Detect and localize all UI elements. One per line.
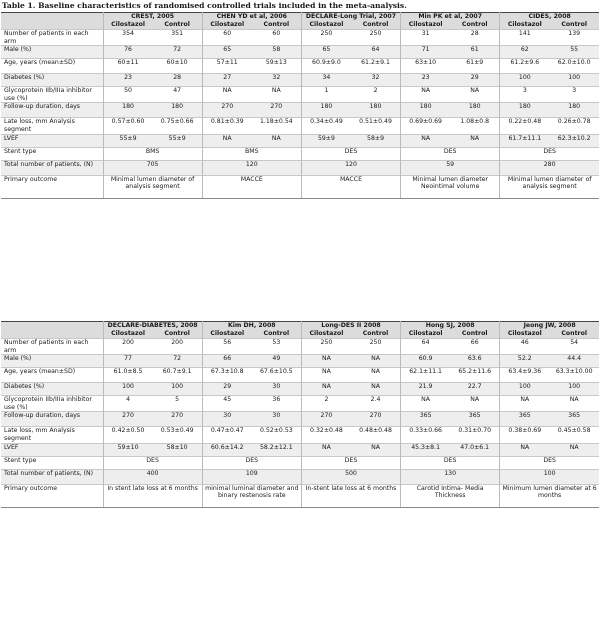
cell-n-cilostazol: 60	[202, 30, 252, 46]
cell-lvef-cilostazol: 59±9	[301, 134, 351, 147]
study-name: DECLARE-Long Trial, 2007	[301, 13, 400, 22]
row-label: Follow-up duration, days	[1, 103, 103, 118]
cell-lvef-cilostazol: 45.3±8.1	[401, 443, 451, 456]
row-label: Number of patients in each arm	[1, 339, 103, 355]
cell-diabetes-cilostazol: 23	[103, 74, 153, 87]
cell-lateloss-control: 1.18±0.54	[252, 118, 302, 134]
row-label: Late loss, mm Analysis segment	[1, 427, 103, 443]
cell-age-control: 67.6±10.5	[252, 368, 302, 383]
arm-label-cilostazol: Cilostazol	[401, 21, 451, 30]
cell-n-control: 54	[549, 339, 599, 355]
cell-followup-control: 270	[153, 412, 203, 427]
row-label: LVEF	[1, 134, 103, 147]
header-blank	[1, 330, 103, 339]
cell-lateloss-cilostazol: 0.42±0.50	[103, 427, 153, 443]
cell-male-control: 72	[153, 355, 203, 368]
cell-age-control: 60.7±9.1	[153, 368, 203, 383]
cell-followup-cilostazol: 180	[301, 103, 351, 118]
cell-followup-control: 30	[252, 412, 302, 427]
row-lateloss	[1, 118, 599, 134]
cell-lateloss-control: 0.52±0.53	[252, 427, 302, 443]
arm-header-row	[1, 330, 599, 339]
cell-gp-control: 2	[351, 87, 401, 103]
cell-lvef-control: NA	[549, 443, 599, 456]
arm-label-control: Control	[549, 21, 599, 30]
table-caption: Table 1. Baseline characteristics of randomised controlled trials included in the meta-analysis.	[2, 1, 407, 10]
cell-total: 705	[103, 160, 202, 175]
arm-label-cilostazol: Cilostazol	[301, 330, 351, 339]
cell-outcome: Minimal lumen diameter Neointimal volume	[401, 175, 500, 198]
cell-stent: BMS	[103, 147, 202, 160]
cell-followup-cilostazol: 270	[103, 412, 153, 427]
cell-n-cilostazol: 56	[202, 339, 252, 355]
cell-total: 120	[202, 160, 301, 175]
row-n	[1, 339, 599, 355]
cell-diabetes-control: 22.7	[450, 383, 500, 396]
cell-followup-cilostazol: 365	[500, 412, 550, 427]
row-followup	[1, 412, 599, 427]
cell-lvef-cilostazol: NA	[202, 134, 252, 147]
cell-lvef-cilostazol: 60.6±14.2	[202, 443, 252, 456]
study-name: Jeong JW, 2008	[500, 322, 599, 331]
header-blank	[1, 21, 103, 30]
cell-lateloss-control: 0.51±0.49	[351, 118, 401, 134]
cell-age-cilostazol: 62.1±11.1	[401, 368, 451, 383]
row-label: Primary outcome	[1, 175, 103, 198]
cell-male-cilostazol: NA	[301, 355, 351, 368]
cell-lvef-control: NA	[450, 134, 500, 147]
cell-followup-cilostazol: 270	[301, 412, 351, 427]
row-age	[1, 59, 599, 74]
row-label: Stent type	[1, 456, 103, 469]
cell-gp-cilostazol: 4	[103, 396, 153, 412]
cell-stent: DES	[103, 456, 202, 469]
cell-lateloss-cilostazol: 0.32±0.48	[301, 427, 351, 443]
cell-outcome: In-stent late loss at 6 months	[301, 484, 400, 507]
cell-diabetes-control: 100	[549, 74, 599, 87]
cell-total: 109	[202, 469, 301, 484]
row-stent	[1, 456, 599, 469]
cell-lateloss-cilostazol: 0.47±0.47	[202, 427, 252, 443]
cell-diabetes-cilostazol: 27	[202, 74, 252, 87]
arm-label-control: Control	[153, 21, 203, 30]
arm-label-control: Control	[450, 330, 500, 339]
arm-label-cilostazol: Cilostazol	[202, 330, 252, 339]
cell-lateloss-cilostazol: 0.38±0.69	[500, 427, 550, 443]
cell-lateloss-control: 0.31±0.70	[450, 427, 500, 443]
cell-total: 280	[500, 160, 599, 175]
cell-diabetes-cilostazol: 21.9	[401, 383, 451, 396]
arm-label-control: Control	[450, 21, 500, 30]
cell-stent: DES	[202, 456, 301, 469]
cell-lateloss-cilostazol: 0.57±0.60	[103, 118, 153, 134]
cell-male-cilostazol: 52.2	[500, 355, 550, 368]
cell-gp-control: NA	[450, 396, 500, 412]
cell-followup-control: 180	[153, 103, 203, 118]
cell-lateloss-cilostazol: 0.69±0.69	[401, 118, 451, 134]
cell-gp-control: NA	[549, 396, 599, 412]
header-blank	[1, 322, 103, 331]
arm-label-control: Control	[351, 21, 401, 30]
cell-followup-cilostazol: 180	[401, 103, 451, 118]
cell-total: 130	[401, 469, 500, 484]
row-total	[1, 469, 599, 484]
cell-age-control: 61±9	[450, 59, 500, 74]
cell-stent: DES	[401, 456, 500, 469]
cell-age-cilostazol: 60.9±9.0	[301, 59, 351, 74]
cell-lvef-control: 62.3±10.2	[549, 134, 599, 147]
study-name: Long-DES II 2008	[301, 322, 400, 331]
row-stent	[1, 147, 599, 160]
study-name: Kim DH, 2008	[202, 322, 301, 331]
study-header-row	[1, 322, 599, 331]
row-label: Primary outcome	[1, 484, 103, 507]
study-name: CIDES, 2008	[500, 13, 599, 22]
cell-age-cilostazol: 63.4±9.36	[500, 368, 550, 383]
cell-lvef-cilostazol: NA	[301, 443, 351, 456]
cell-outcome: MACCE	[301, 175, 400, 198]
arm-label-cilostazol: Cilostazol	[500, 330, 550, 339]
study-header-row	[1, 13, 599, 22]
cell-lvef-control: 58±9	[351, 134, 401, 147]
arm-label-cilostazol: Cilostazol	[103, 21, 153, 30]
cell-gp-cilostazol: 1	[301, 87, 351, 103]
cell-male-cilostazol: 66	[202, 355, 252, 368]
cell-lateloss-control: 0.48±0.48	[351, 427, 401, 443]
cell-followup-cilostazol: 180	[500, 103, 550, 118]
cell-n-cilostazol: 200	[103, 339, 153, 355]
cell-age-cilostazol: 60±11	[103, 59, 153, 74]
row-label: Diabetes (%)	[1, 74, 103, 87]
cell-lvef-control: 55±9	[153, 134, 203, 147]
row-lvef	[1, 134, 599, 147]
cell-n-control: 28	[450, 30, 500, 46]
cell-male-cilostazol: 77	[103, 355, 153, 368]
cell-male-control: 55	[549, 46, 599, 59]
arm-label-control: Control	[351, 330, 401, 339]
cell-diabetes-cilostazol: NA	[301, 383, 351, 396]
baseline-table-2	[1, 321, 599, 508]
cell-male-cilostazol: 76	[103, 46, 153, 59]
arm-label-control: Control	[549, 330, 599, 339]
row-label: Male (%)	[1, 46, 103, 59]
cell-diabetes-control: 29	[450, 74, 500, 87]
cell-lateloss-cilostazol: 0.33±0.66	[401, 427, 451, 443]
cell-lvef-control: NA	[351, 443, 401, 456]
cell-n-cilostazol: 250	[301, 30, 351, 46]
cell-lvef-cilostazol: NA	[401, 134, 451, 147]
cell-outcome: Carotid Intima- Media Thickness	[401, 484, 500, 507]
row-label: Follow-up duration, days	[1, 412, 103, 427]
row-age	[1, 368, 599, 383]
arm-label-cilostazol: Cilostazol	[202, 21, 252, 30]
cell-gp-cilostazol: 45	[202, 396, 252, 412]
row-n	[1, 30, 599, 46]
cell-diabetes-control: 28	[153, 74, 203, 87]
cell-gp-cilostazol: NA	[401, 396, 451, 412]
row-label: Age, years (mean±SD)	[1, 368, 103, 383]
cell-n-control: 250	[351, 30, 401, 46]
cell-male-control: NA	[351, 355, 401, 368]
cell-age-control: 65.2±11.6	[450, 368, 500, 383]
cell-age-control: 59±13	[252, 59, 302, 74]
row-label: Stent type	[1, 147, 103, 160]
cell-lvef-cilostazol: 61.7±11.1	[500, 134, 550, 147]
cell-followup-control: 180	[450, 103, 500, 118]
cell-outcome: MACCE	[202, 175, 301, 198]
cell-n-control: 200	[153, 339, 203, 355]
cell-total: 100	[500, 469, 599, 484]
cell-followup-control: 270	[351, 412, 401, 427]
cell-diabetes-cilostazol: 34	[301, 74, 351, 87]
cell-n-control: 250	[351, 339, 401, 355]
cell-outcome: Minimum lumen diameter at 6 months	[500, 484, 599, 507]
cell-gp-cilostazol: NA	[401, 87, 451, 103]
arm-label-control: Control	[252, 21, 302, 30]
cell-age-cilostazol: 57±11	[202, 59, 252, 74]
cell-male-control: 58	[252, 46, 302, 59]
cell-stent: DES	[401, 147, 500, 160]
cell-diabetes-control: 100	[153, 383, 203, 396]
cell-followup-control: 365	[549, 412, 599, 427]
cell-lateloss-control: 0.45±0.58	[549, 427, 599, 443]
cell-age-cilostazol: 63±10	[401, 59, 451, 74]
cell-lvef-cilostazol: NA	[500, 443, 550, 456]
cell-diabetes-control: 32	[351, 74, 401, 87]
cell-lateloss-cilostazol: 0.34±0.49	[301, 118, 351, 134]
cell-male-cilostazol: 65	[301, 46, 351, 59]
cell-diabetes-cilostazol: 29	[202, 383, 252, 396]
cell-lateloss-cilostazol: 0.81±0.39	[202, 118, 252, 134]
cell-diabetes-control: 100	[549, 383, 599, 396]
cell-age-cilostazol: 61.2±9.6	[500, 59, 550, 74]
cell-outcome: Minimal lumen diameter of analysis segment	[500, 175, 599, 198]
arm-header-row	[1, 21, 599, 30]
cell-diabetes-control: 30	[252, 383, 302, 396]
row-diabetes	[1, 383, 599, 396]
cell-total: 120	[301, 160, 400, 175]
cell-lvef-control: 58±10	[153, 443, 203, 456]
cell-stent: DES	[500, 147, 599, 160]
row-gp	[1, 87, 599, 103]
study-name: CREST, 2005	[103, 13, 202, 22]
row-diabetes	[1, 74, 599, 87]
cell-outcome: Minimal lumen diameter of analysis segment	[103, 175, 202, 198]
cell-male-cilostazol: 62	[500, 46, 550, 59]
cell-age-control: 61.2±9.1	[351, 59, 401, 74]
cell-lateloss-control: 0.53±0.49	[153, 427, 203, 443]
cell-male-cilostazol: 71	[401, 46, 451, 59]
row-label: Glycoprotein IIb/IIIa inhibitor use (%)	[1, 87, 103, 103]
cell-diabetes-control: 32	[252, 74, 302, 87]
header-blank	[1, 13, 103, 22]
cell-stent: BMS	[202, 147, 301, 160]
cell-lvef-control: 47.0±6.1	[450, 443, 500, 456]
row-label: Age, years (mean±SD)	[1, 59, 103, 74]
cell-followup-control: 180	[351, 103, 401, 118]
cell-age-control: NA	[351, 368, 401, 383]
cell-male-cilostazol: 60.9	[401, 355, 451, 368]
cell-stent: DES	[301, 456, 400, 469]
cell-followup-cilostazol: 30	[202, 412, 252, 427]
cell-diabetes-cilostazol: 100	[500, 74, 550, 87]
cell-lateloss-control: 1.08±0.8	[450, 118, 500, 134]
cell-gp-control: 2.4	[351, 396, 401, 412]
row-label: Diabetes (%)	[1, 383, 103, 396]
cell-age-cilostazol: 61.0±8.5	[103, 368, 153, 383]
row-label: Number of patients in each arm	[1, 30, 103, 46]
cell-gp-cilostazol: 3	[500, 87, 550, 103]
cell-followup-control: 180	[549, 103, 599, 118]
cell-n-cilostazol: 46	[500, 339, 550, 355]
cell-n-control: 351	[153, 30, 203, 46]
cell-gp-control: NA	[450, 87, 500, 103]
cell-followup-cilostazol: 180	[103, 103, 153, 118]
arm-label-cilostazol: Cilostazol	[103, 330, 153, 339]
row-lvef	[1, 443, 599, 456]
cell-outcome: minimal luminal diameter and binary restenosis rate	[202, 484, 301, 507]
row-total	[1, 160, 599, 175]
cell-age-control: 63.3±10.00	[549, 368, 599, 383]
cell-male-control: 63.6	[450, 355, 500, 368]
cell-age-control: 60±10	[153, 59, 203, 74]
row-male	[1, 46, 599, 59]
cell-lvef-control: NA	[252, 134, 302, 147]
cell-n-control: 60	[252, 30, 302, 46]
baseline-table-1	[1, 12, 599, 199]
cell-n-cilostazol: 141	[500, 30, 550, 46]
cell-n-cilostazol: 250	[301, 339, 351, 355]
cell-male-control: 64	[351, 46, 401, 59]
cell-male-cilostazol: 65	[202, 46, 252, 59]
cell-gp-control: 47	[153, 87, 203, 103]
study-name: Hong SJ, 2008	[401, 322, 500, 331]
cell-gp-control: 36	[252, 396, 302, 412]
row-label: LVEF	[1, 443, 103, 456]
cell-stent: DES	[500, 456, 599, 469]
cell-stent: DES	[301, 147, 400, 160]
row-outcome	[1, 175, 599, 198]
arm-label-cilostazol: Cilostazol	[500, 21, 550, 30]
cell-n-cilostazol: 64	[401, 339, 451, 355]
row-label: Glycoprotein IIb/IIIa inhibitor use (%)	[1, 396, 103, 412]
cell-age-control: 62.0±10.0	[549, 59, 599, 74]
cell-male-control: 44.4	[549, 355, 599, 368]
cell-diabetes-cilostazol: 23	[401, 74, 451, 87]
row-label: Male (%)	[1, 355, 103, 368]
cell-n-control: 139	[549, 30, 599, 46]
cell-age-cilostazol: 67.3±10.8	[202, 368, 252, 383]
row-followup	[1, 103, 599, 118]
study-name: DECLARE-DIABETES, 2008	[103, 322, 202, 331]
cell-lvef-control: 58.2±12.1	[252, 443, 302, 456]
cell-n-cilostazol: 354	[103, 30, 153, 46]
cell-gp-cilostazol: NA	[202, 87, 252, 103]
arm-label-cilostazol: Cilostazol	[301, 21, 351, 30]
cell-n-control: 53	[252, 339, 302, 355]
cell-lvef-cilostazol: 55±9	[103, 134, 153, 147]
row-label: Total number of patients, (N)	[1, 469, 103, 484]
cell-gp-control: 3	[549, 87, 599, 103]
cell-outcome: In stent late loss at 6 months	[103, 484, 202, 507]
cell-age-cilostazol: NA	[301, 368, 351, 383]
cell-total: 400	[103, 469, 202, 484]
cell-followup-control: 270	[252, 103, 302, 118]
cell-n-cilostazol: 31	[401, 30, 451, 46]
cell-gp-cilostazol: 50	[103, 87, 153, 103]
cell-followup-cilostazol: 365	[401, 412, 451, 427]
arm-label-cilostazol: Cilostazol	[401, 330, 451, 339]
study-name: Min PK et al, 2007	[401, 13, 500, 22]
cell-diabetes-cilostazol: 100	[103, 383, 153, 396]
cell-diabetes-cilostazol: 100	[500, 383, 550, 396]
cell-total: 59	[401, 160, 500, 175]
cell-gp-cilostazol: 2	[301, 396, 351, 412]
row-gp	[1, 396, 599, 412]
row-label: Total number of patients, (N)	[1, 160, 103, 175]
cell-lvef-cilostazol: 59±10	[103, 443, 153, 456]
cell-followup-control: 365	[450, 412, 500, 427]
cell-gp-control: 5	[153, 396, 203, 412]
row-outcome	[1, 484, 599, 507]
arm-label-control: Control	[153, 330, 203, 339]
cell-diabetes-control: NA	[351, 383, 401, 396]
cell-male-control: 49	[252, 355, 302, 368]
cell-total: 500	[301, 469, 400, 484]
row-label: Late loss, mm Analysis segment	[1, 118, 103, 134]
row-lateloss	[1, 427, 599, 443]
cell-lateloss-cilostazol: 0.22±0.48	[500, 118, 550, 134]
row-male	[1, 355, 599, 368]
cell-lateloss-control: 0.75±0.66	[153, 118, 203, 134]
cell-gp-cilostazol: NA	[500, 396, 550, 412]
cell-followup-cilostazol: 270	[202, 103, 252, 118]
arm-label-control: Control	[252, 330, 302, 339]
cell-male-control: 72	[153, 46, 203, 59]
study-name: CHEN YD et al, 2006	[202, 13, 301, 22]
cell-lateloss-control: 0.26±0.78	[549, 118, 599, 134]
cell-gp-control: NA	[252, 87, 302, 103]
cell-n-control: 66	[450, 339, 500, 355]
cell-male-control: 61	[450, 46, 500, 59]
